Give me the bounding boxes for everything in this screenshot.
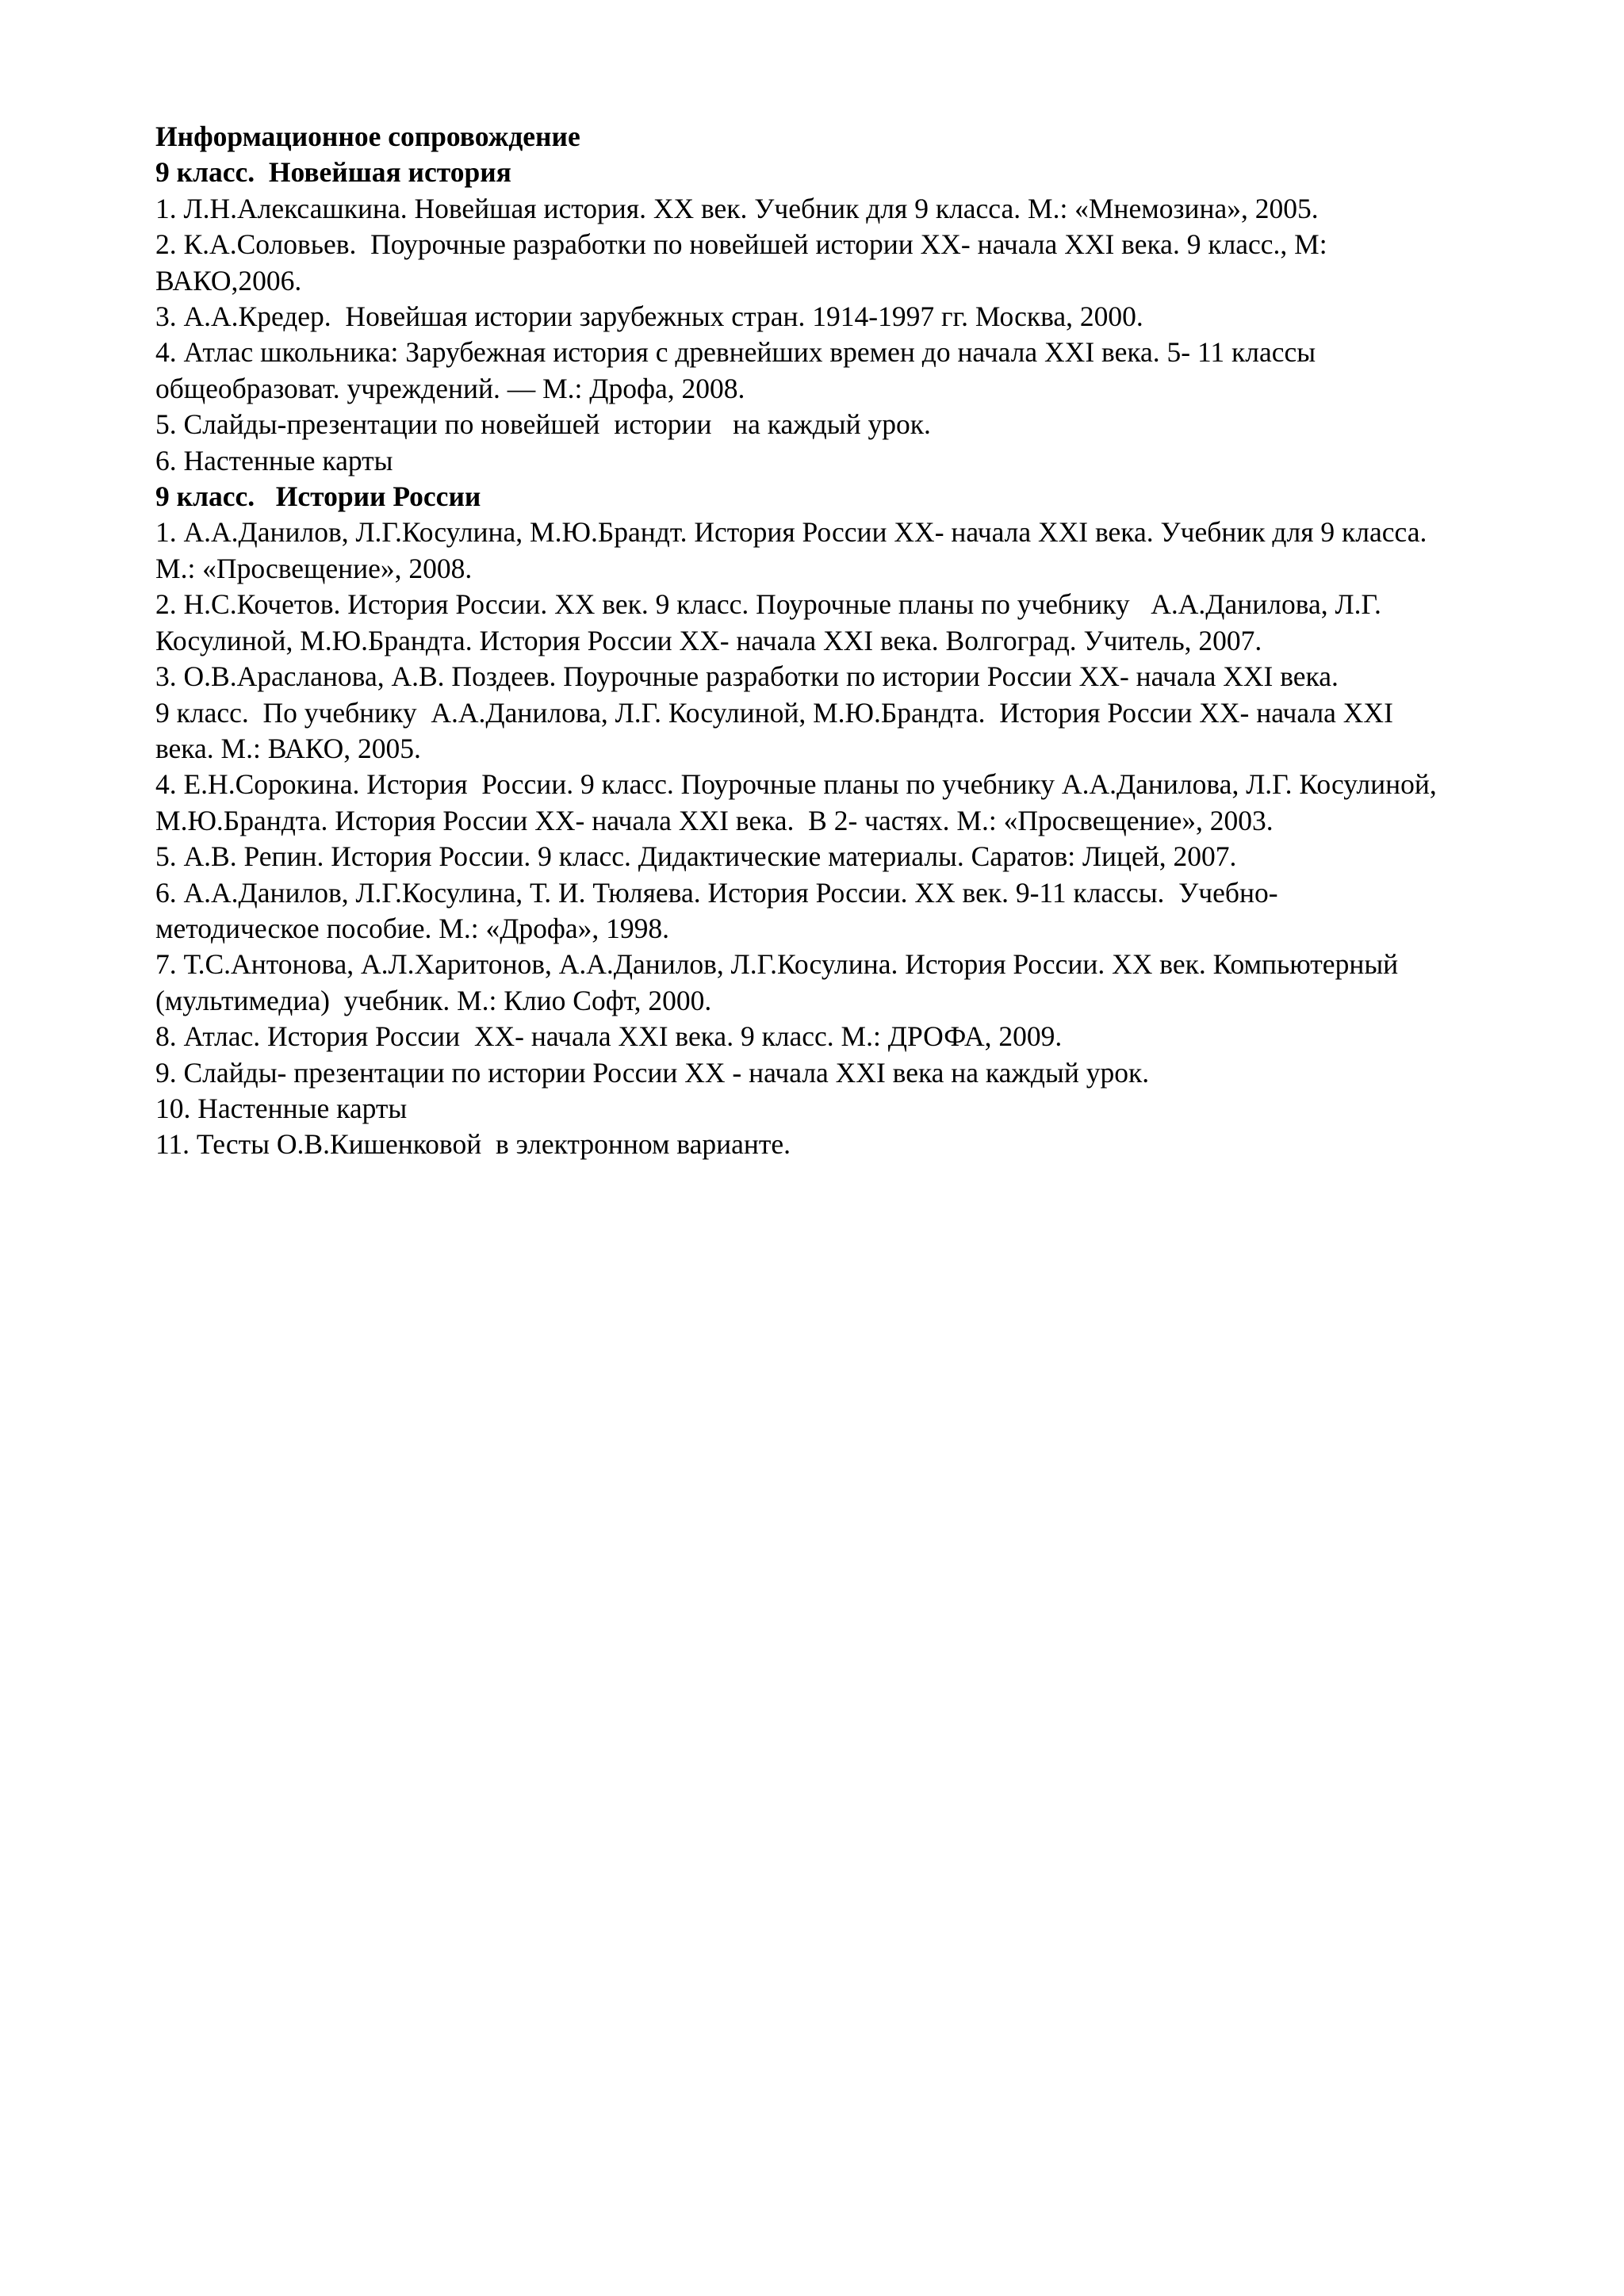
list-item: 1. А.А.Данилов, Л.Г.Косулина, М.Ю.Брандт. История России XX- начала XXI века. Учебник для 9 класса. (155, 516, 1427, 549)
section-heading: 9 класс. Новейшая история (155, 156, 511, 189)
list-item: ВАКО,2006. (155, 264, 302, 297)
list-item: методическое пособие. М.: «Дрофа», 1998. (155, 912, 670, 944)
list-item: 6. А.А.Данилов, Л.Г.Косулина, Т. И. Тюляева. История России. XX век. 9-11 классы. Учебно- (155, 876, 1278, 909)
section-heading: 9 класс. Истории России (155, 480, 481, 513)
list-item: 4. Е.Н.Сорокина. История России. 9 класс. Поурочные планы по учебнику А.А.Данилова, Л.Г. Косулиной, (155, 768, 1437, 801)
list-item: 5. А.В. Репин. История России. 9 класс. Дидактические материалы. Саратов: Лицей, 2007. (155, 840, 1237, 873)
list-item: 3. О.В.Арасланова, А.В. Поздеев. Поурочные разработки по истории России XX- начала XXI века. (155, 660, 1339, 693)
list-item: Косулиной, М.Ю.Брандта. История России XX- начала XXI века. Волгоград. Учитель, 2007. (155, 624, 1262, 656)
list-item: (мультимедиа) учебник. М.: Клио Софт, 2000. (155, 984, 712, 1016)
list-item: 11. Тесты О.В.Кишенковой в электронном варианте. (155, 1128, 791, 1161)
list-item: М.: «Просвещение», 2008. (155, 552, 473, 584)
document-title: Информационное сопровождение (155, 121, 580, 152)
list-item: общеобразоват. учреждений. — М.: Дрофа, 2008. (155, 372, 745, 404)
list-item: М.Ю.Брандта. История России XX- начала XXI века. В 2- частях. М.: «Просвещение», 2003. (155, 804, 1274, 836)
list-item: 5. Слайды-презентации по новейшей истории на каждый урок. (155, 408, 931, 441)
list-item: 2. К.А.Соловьев. Поурочные разработки по новейшей истории XX- начала XXI века. 9 класс., М: (155, 228, 1327, 261)
document-page (155, 119, 1551, 1163)
list-item: века. М.: ВАКО, 2005. (155, 732, 421, 764)
list-item: 9 класс. По учебнику А.А.Данилова, Л.Г. Косулиной, М.Ю.Брандта. История России XX- начала XXI (155, 696, 1393, 729)
list-item: 6. Настенные карты (155, 444, 393, 476)
list-item: 1. Л.Н.Алексашкина. Новейшая история. XX век. Учебник для 9 класса. М.: «Мнемозина», 2005. (155, 192, 1319, 224)
list-item: 2. Н.С.Кочетов. История России. XX век. 9 класс. Поурочные планы по учебнику А.А.Данилова, Л.Г. (155, 588, 1381, 621)
section-modern-history (155, 155, 1551, 479)
list-item: 8. Атлас. История России XX- начала XXI века. 9 класс. М.: ДРОФА, 2009. (155, 1020, 1063, 1053)
list-item: 7. Т.С.Антонова, А.Л.Харитонов, А.А.Данилов, Л.Г.Косулина. История России. XX век. Компьютерный (155, 948, 1399, 981)
list-item: 4. Атлас школьника: Зарубежная история с древнейших времен до начала XXI века. 5- 11 классы (155, 336, 1316, 369)
list-item: 10. Настенные карты (155, 1092, 408, 1124)
section-russian-history (155, 479, 1551, 1163)
list-item: 9. Слайды- презентации по истории России XX - начала XXI века на каждый урок. (155, 1056, 1150, 1089)
list-item: 3. А.А.Кредер. Новейшая истории зарубежных стран. 1914-1997 гг. Москва, 2000. (155, 300, 1143, 333)
